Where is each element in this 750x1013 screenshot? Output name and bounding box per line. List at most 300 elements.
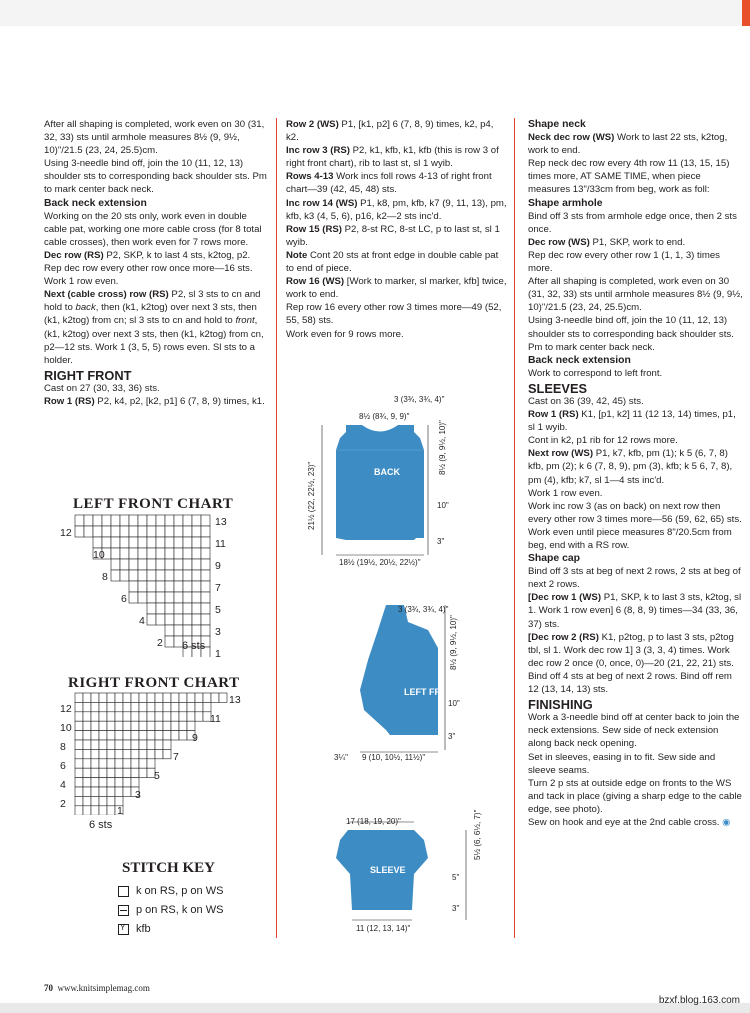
chart-cell (138, 526, 147, 537)
chart-cell (192, 592, 201, 603)
key-item (118, 902, 288, 918)
chart-cell (139, 731, 147, 740)
chart-cell (201, 581, 210, 592)
section-heading: RIGHT FRONT (44, 367, 132, 383)
section-heading: Back neck extension (44, 197, 147, 209)
chart-cell (131, 721, 139, 730)
sleeve-label: SLEEVE (370, 865, 406, 875)
chart-title: RIGHT FRONT CHART (68, 675, 240, 691)
row-number: 3 (215, 626, 221, 638)
row-number: 6 (60, 760, 66, 772)
chart-cell (129, 581, 138, 592)
chart-cell (107, 702, 115, 711)
chart-cell (192, 537, 201, 548)
paragraph: Rep neck dec row every 4th row 11 (13, 15, 15) times more, AT SAME TIME, when piece measures 13"/33cm from beg, work as foll: (528, 158, 730, 196)
row-number: 12 (60, 703, 72, 715)
chart-cell (156, 581, 165, 592)
chart-cell (171, 721, 179, 730)
row-text: P2, k1, kfb, k1, kfb (this is row 3 of right front chart), rib to last st, sl 1 wyib. (286, 145, 499, 170)
stitch-count: 6 sts (89, 819, 113, 831)
paragraph (528, 631, 744, 696)
row-label: Row 1 (RS) (528, 409, 579, 421)
dimension: 9 (10, 10½, 11½)" (362, 753, 426, 762)
chart-cell (107, 721, 115, 730)
row-text: P1, k7, kfb, pm (1); k 5 (6, 7, 8) kfb, pm (2); k 6 (7, 8, 9), pm (3), kfb; k 5 6, 7, 8), pm (4), kfb; k7, sl 1—4 sts inc'd. (528, 448, 733, 486)
chart-cell (147, 749, 155, 758)
paragraph: Set in sleeves, easing in to fit. Sew side and sleeve seams. (528, 751, 716, 776)
chart-cell (83, 740, 91, 749)
paragraph (44, 395, 270, 408)
chart-cell (155, 731, 163, 740)
row-text: , (k1, k2tog) over next 3 sts, then (k1, k2tog) from cn, p2—12 sts. Work 1 (3, 5, 5) rows even. Sl sts to a holder. (44, 315, 264, 366)
paragraph: Bind off 3 sts from armhole edge once, then 2 sts once. (528, 210, 737, 235)
chart-cell (201, 559, 210, 570)
row-text: P2, sl 3 sts to cn and hold to (44, 289, 261, 314)
paragraph (44, 249, 270, 288)
chart-cell (179, 721, 187, 730)
chart-cell (123, 693, 131, 702)
dimension: 11 (12, 13, 14)" (356, 924, 411, 933)
chart-cell (163, 740, 171, 749)
row-number: 2 (60, 798, 66, 810)
row-number: 8 (60, 741, 66, 753)
chart-cell (192, 603, 201, 614)
paragraph (528, 131, 744, 157)
chart-cell (102, 526, 111, 537)
chart-cell (123, 702, 131, 711)
row-text: K1, p2tog, p to last 3 sts, p2tog tbl, sl 1. Work dec row 1] 3 (3, 3, 4) times. Work dec row 2 once (0, once, 0)—20 (21, 22, 21) sts. Bind off 4 sts at beg of next 2 rows. Bind off rem 12 (13, 14, 13) sts. (528, 631, 734, 696)
chart-cell (83, 702, 91, 711)
chart-cell (129, 592, 138, 603)
chart-cell (75, 759, 83, 768)
chart-cell (147, 537, 156, 548)
paragraph: Work even for 9 rows more. (286, 328, 404, 340)
paragraph: Cast on 36 (39, 42, 45) sts. (528, 395, 644, 407)
paragraph: Rep row 16 every other row 3 times more—49 (52, 55, 58) sts. (286, 302, 502, 327)
chart-cell (183, 614, 192, 625)
row-label: Row 2 (WS) (286, 119, 339, 130)
row-number: 4 (60, 779, 66, 791)
chart-cell (165, 581, 174, 592)
chart-cell (75, 796, 83, 805)
watermark: bzxf.blog.163.com (658, 995, 740, 1006)
chart-cell (123, 778, 131, 787)
chart-cell (183, 559, 192, 570)
chart-cell (107, 759, 115, 768)
column-1 (44, 118, 270, 408)
chart-cell (183, 581, 192, 592)
chart-cell (171, 731, 179, 740)
chart-cell (75, 721, 83, 730)
chart-cell (129, 537, 138, 548)
row-text: P2, 8-st RC, 8-st LC, p to last st, sl 1 wyib. (286, 223, 500, 248)
paragraph: Work inc row 3 (as on back) on next row then every other row 3 times more—56 (59, 62, 65) sts. (528, 500, 742, 525)
chart-cell (75, 768, 83, 777)
chart-cell (139, 721, 147, 730)
chart-cell (120, 570, 129, 581)
chart-cell (139, 740, 147, 749)
chart-cell (201, 526, 210, 537)
chart-cell (99, 702, 107, 711)
chart-cell (138, 537, 147, 548)
row-text: P2, SKP, k to last 4 sts, k2tog, p2. Rep dec row every other row once more—16 sts. Work 1 row even. (44, 249, 253, 288)
chart-cell (107, 740, 115, 749)
chart-cell (147, 712, 155, 721)
chart-cell (147, 570, 156, 581)
dimension: 8½ (8¾, 9, 9)" (359, 412, 410, 421)
row-number: 10 (60, 722, 72, 734)
chart-cell (155, 740, 163, 749)
chart-cell (201, 570, 210, 581)
chart-cell (99, 712, 107, 721)
row-number: 8 (102, 571, 108, 583)
footer (0, 975, 750, 1013)
chart-cell (83, 759, 91, 768)
chart-cell (139, 768, 147, 777)
row-text: Sew on hook and eye at the 2nd cable cross. (528, 816, 720, 828)
chart-cell (91, 778, 99, 787)
chart-cell (107, 806, 115, 815)
dimension: 3 (3¾, 3¾, 4)" (394, 395, 445, 404)
dimension: 10" (448, 699, 460, 708)
chart-cell (155, 712, 163, 721)
chart-cell (75, 806, 83, 815)
chart-cell (120, 559, 129, 570)
dimension: 3¼" (334, 753, 348, 762)
key-label: k on RS, p on WS (136, 885, 224, 897)
chart-cell (129, 559, 138, 570)
chart-cell (147, 526, 156, 537)
chart-cell (115, 749, 123, 758)
chart-cell (183, 548, 192, 559)
row-text: P1, [k1, p2] 6 (7, 8, 9) times, k2, p4, k2. (286, 119, 494, 144)
corner-tab (742, 0, 750, 26)
chart-cell (75, 693, 83, 702)
chart-cell (165, 570, 174, 581)
chart-cell (139, 759, 147, 768)
left-front-chart (55, 512, 255, 657)
section-heading: Shape armhole (528, 197, 603, 209)
chart-cell (83, 749, 91, 758)
paragraph (528, 236, 744, 249)
chart-cell (147, 614, 156, 625)
paragraph: Cast on 27 (30, 33, 36) sts. (44, 382, 160, 394)
chart-cell (147, 740, 155, 749)
paragraph (528, 591, 744, 630)
chart-cell (192, 570, 201, 581)
chart-cell (165, 548, 174, 559)
chart-cell (111, 559, 120, 570)
dimension: 17 (18, 19, 20)" (346, 817, 401, 826)
chart-cell (131, 759, 139, 768)
dimension: 8½ (9, 9½, 10)" (438, 420, 447, 475)
row-number: 9 (215, 560, 221, 572)
chart-cell (102, 515, 111, 526)
chart-cell (163, 731, 171, 740)
paragraph (286, 249, 508, 275)
column-rule (276, 688, 277, 938)
chart-cell (179, 693, 187, 702)
row-text: Cont 20 sts at front edge in double cable pat to end of piece. (286, 249, 499, 275)
chart-cell (192, 526, 201, 537)
chart-cell (131, 702, 139, 711)
chart-cell (147, 515, 156, 526)
left-front-schematic (360, 605, 438, 735)
chart-cell (83, 693, 91, 702)
paragraph (286, 275, 508, 301)
chart-cell (83, 778, 91, 787)
chart-cell (192, 559, 201, 570)
chart-cell (123, 740, 131, 749)
chart-cell (102, 537, 111, 548)
paragraph (286, 170, 508, 196)
row-number: 2 (157, 637, 163, 649)
chart-cell (138, 515, 147, 526)
chart-cell (131, 740, 139, 749)
row-label: Inc row 3 (RS) (286, 145, 350, 157)
dimension: 10" (437, 501, 449, 510)
chart-cell (107, 768, 115, 777)
row-number: 11 (215, 538, 226, 550)
chart-cell (115, 759, 123, 768)
stitch-count: 6 sts (182, 640, 206, 652)
row-text: P1, SKP, work to end. (589, 236, 686, 248)
row-label: Next row (WS) (528, 448, 594, 460)
chart-cell (156, 526, 165, 537)
chart-cell (201, 515, 210, 526)
dimension: 21½ (22, 22½, 23)" (307, 461, 316, 530)
chart-grid (75, 693, 227, 815)
chart-cell (99, 731, 107, 740)
chart-cell (156, 559, 165, 570)
chart-cell (91, 749, 99, 758)
chart-cell (115, 702, 123, 711)
chart-cell (75, 778, 83, 787)
chart-cell (147, 603, 156, 614)
chart-cell (165, 625, 174, 636)
chart-cell (91, 702, 99, 711)
chart-cell (138, 592, 147, 603)
chart-cell (115, 768, 123, 777)
chart-cell (91, 731, 99, 740)
top-bar (0, 0, 750, 26)
chart-cell (163, 702, 171, 711)
chart-cell (91, 712, 99, 721)
chart-cell (84, 526, 93, 537)
row-label: Row 16 (WS) (286, 276, 345, 288)
chart-cell (187, 702, 195, 711)
row-number: 6 (121, 593, 127, 605)
paragraph (528, 408, 744, 434)
chart-cell (75, 712, 83, 721)
paragraph: Using 3-needle bind off, join the 10 (11, 12, 13) shoulder sts to corresponding back shoulder sts. Pm to mark center back neck. (44, 158, 267, 196)
chart-cell (155, 749, 163, 758)
paragraph: Using 3-needle bind off, join the 10 (11, 12, 13) shoulder sts to corresponding back shoulder sts. Pm to mark center back neck. (528, 315, 734, 353)
paragraph (44, 288, 270, 367)
row-text: [Work to marker, sl marker, kfb] twice, work to end. (286, 276, 507, 301)
schematics (290, 390, 510, 935)
front-label: LEFT FRONT (404, 687, 460, 697)
chart-cell (99, 778, 107, 787)
chart-cell (123, 749, 131, 758)
chart-cell (131, 693, 139, 702)
chart-cell (99, 759, 107, 768)
row-label: Dec row (WS) (528, 236, 590, 248)
chart-cell (91, 721, 99, 730)
chart-cell (163, 693, 171, 702)
chart-cell (115, 712, 123, 721)
page-number (44, 983, 150, 993)
dimension: 5½ (6, 6½, 7)" (473, 809, 482, 860)
site-url: www.knitsimplemag.com (57, 983, 150, 993)
chart-cell (91, 740, 99, 749)
key-item (118, 921, 288, 937)
chart-cell (91, 806, 99, 815)
chart-cell (120, 537, 129, 548)
chart-cell (83, 721, 91, 730)
chart-cell (131, 731, 139, 740)
row-number: 4 (139, 615, 145, 627)
stitch-key (98, 860, 288, 940)
chart-cell (179, 731, 187, 740)
chart-cell (123, 731, 131, 740)
chart-cell (195, 693, 203, 702)
chart-cell (165, 592, 174, 603)
chart-cell (156, 548, 165, 559)
row-text: , then (k1, k2tog) over next 3 sts, then (k1, k2tog) from cn; sl 3 sts to cn and hold to (44, 302, 257, 327)
paragraph: Work even until piece measures 8"/20.5cm from beg, end with a RS row. (528, 526, 732, 551)
chart-cell (107, 787, 115, 796)
chart-cell (75, 787, 83, 796)
chart-cell (138, 559, 147, 570)
row-number: 12 (60, 527, 72, 539)
chart-cell (91, 759, 99, 768)
chart-cell (123, 759, 131, 768)
chart-cell (174, 625, 183, 636)
back-schematic (336, 425, 424, 540)
chart-cell (75, 731, 83, 740)
paragraph: Work 1 row even. (528, 487, 603, 499)
paragraph: Rep dec row every other row 1 (1, 1, 3) times more. (528, 249, 720, 275)
chart-cell (174, 592, 183, 603)
chart-cell (129, 570, 138, 581)
chart-cell (147, 548, 156, 559)
chart-cell (183, 526, 192, 537)
purl-symbol-icon (118, 905, 129, 916)
chart-cell (75, 515, 84, 526)
chart-cell (93, 515, 102, 526)
chart-cell (115, 731, 123, 740)
paragraph (286, 144, 508, 170)
chart-cell (187, 693, 195, 702)
paragraph: After all shaping is completed, work even on 30 (31, 32, 33) sts until armhole measures 8½ (9, 9½, 10)"/21.5 (23, 24, 25.5)cm. (44, 119, 265, 157)
chart-cell (111, 570, 120, 581)
chart-cell (83, 731, 91, 740)
chart-cell (120, 526, 129, 537)
chart-cell (75, 526, 84, 537)
chart-cell (183, 570, 192, 581)
chart-cell (147, 693, 155, 702)
chart-cell (183, 592, 192, 603)
chart-cell (111, 537, 120, 548)
chart-cell (174, 559, 183, 570)
chart-cell (171, 693, 179, 702)
chart-cell (174, 548, 183, 559)
row-label: Row 1 (RS) (44, 395, 95, 407)
chart-grid (75, 515, 210, 657)
chart-cell (174, 515, 183, 526)
chart-cell (83, 787, 91, 796)
row-number: 11 (210, 713, 221, 725)
chart-cell (165, 614, 174, 625)
chart-cell (192, 614, 201, 625)
section-heading: Shape cap (528, 553, 580, 565)
row-label: Rows 4-13 (286, 171, 334, 183)
row-label: Next (cable cross) row (RS) (44, 289, 169, 301)
row-text: K1, [p1, k2] 11 (12 13, 14) times, p1, sl 1 wyib. (528, 409, 736, 434)
chart-cell (91, 796, 99, 805)
chart-cell (201, 603, 210, 614)
paragraph (286, 118, 508, 144)
chart-cell (156, 570, 165, 581)
row-text: P2, k4, p2, [k2, p1] 6 (7, 8, 9) times, k1. (94, 395, 265, 407)
chart-cell (195, 712, 203, 721)
paragraph: Working on the 20 sts only, work even in double cable pat, working one more cable cross (for 8 total cable crosses), then work even for 7 rows more. (44, 210, 262, 248)
paragraph: Cont in k2, p1 rib for 12 rows more. (528, 435, 678, 447)
chart-cell (99, 749, 107, 758)
paragraph: Turn 2 p sts at outside edge on fronts to the WS and tack in place (giving a sharp edge to the cable edge, see photo). (528, 777, 742, 815)
chart-cell (183, 515, 192, 526)
chart-cell (83, 768, 91, 777)
column-rule (276, 118, 277, 688)
row-number: 5 (215, 604, 221, 616)
chart-cell (107, 693, 115, 702)
chart-cell (139, 749, 147, 758)
row-number: 5 (154, 770, 160, 782)
paragraph: After all shaping is completed, work even on 30 (31, 32, 33) sts until armhole measures 8½ (9, 9½, 10)"/21.5 (23, 24, 25.5)cm. (528, 276, 743, 314)
chart-cell (165, 559, 174, 570)
section-heading: Shape neck (528, 119, 586, 130)
chart-cell (107, 796, 115, 805)
dimension: 3" (448, 732, 456, 741)
paragraph (528, 816, 744, 829)
right-front-chart (55, 690, 255, 815)
chart-cell (91, 768, 99, 777)
chart-cell (155, 721, 163, 730)
row-text: front (235, 315, 255, 327)
row-label: Dec row (RS) (44, 249, 104, 261)
chart-cell (174, 570, 183, 581)
paragraph: Bind off 3 sts at beg of next 2 rows, 2 sts at beg of next 2 rows. (528, 566, 741, 591)
row-label: Note (286, 249, 308, 261)
chart-cell (201, 548, 210, 559)
row-number: 1 (117, 805, 123, 815)
chart-cell (187, 712, 195, 721)
chart-cell (75, 702, 83, 711)
chart-cell (183, 625, 192, 636)
chart-cell (165, 515, 174, 526)
chart-cell (147, 581, 156, 592)
chart-cell (138, 581, 147, 592)
chart-cell (115, 778, 123, 787)
chart-cell (147, 759, 155, 768)
key-label: kfb (136, 923, 151, 935)
chart-cell (131, 768, 139, 777)
chart-cell (131, 749, 139, 758)
kfb-symbol-icon (118, 924, 129, 935)
chart-cell (123, 787, 131, 796)
chart-cell (174, 603, 183, 614)
